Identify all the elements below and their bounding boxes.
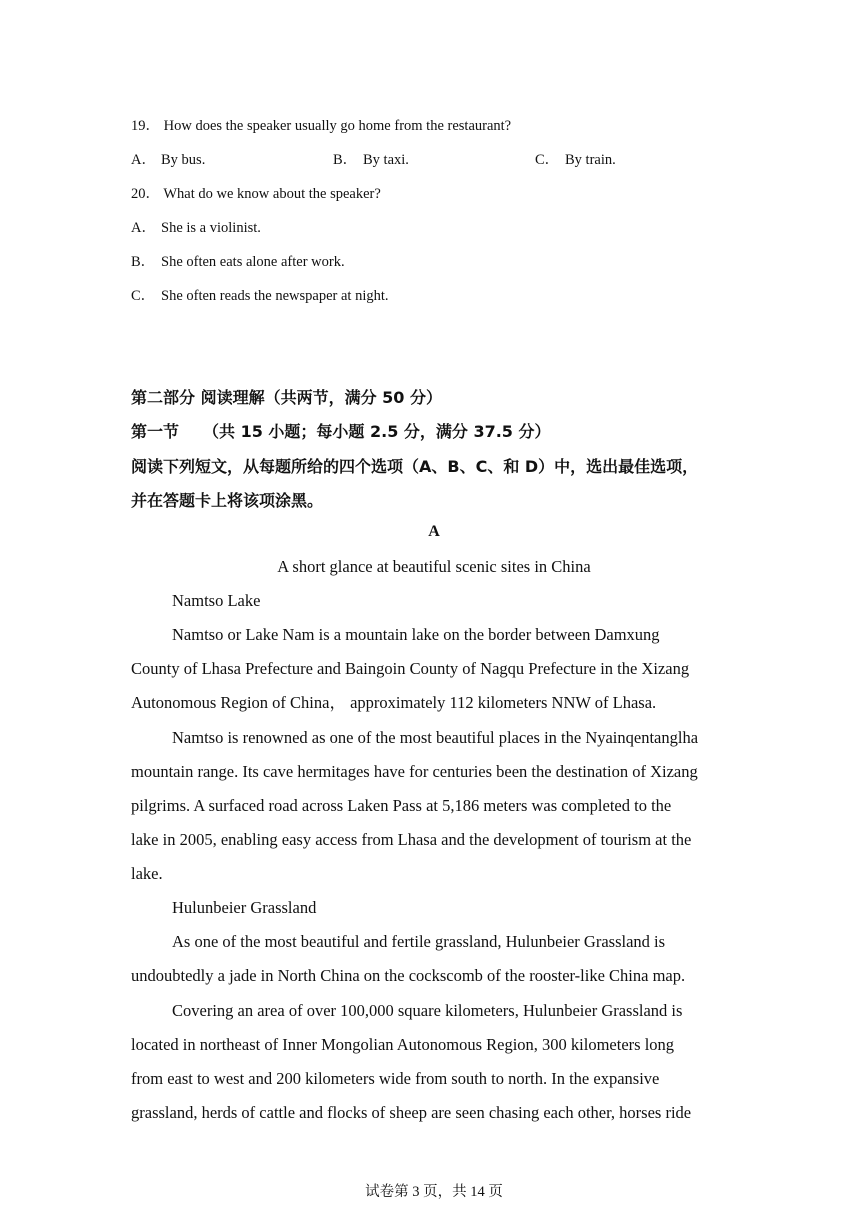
subsection-title: 第一节 （共 15 小题；每小题 2.5 分，满分 37.5 分） [131,422,551,441]
text-line: mountain range. Its cave hermitages have for centuries been the destination of Xizang [131,762,698,781]
passage-label: A [428,523,440,540]
text-line: Autonomous Region of China， approximately 112 kilometers NNW of Lhasa. [131,693,657,712]
text-line: lake in 2005, enabling easy access from Lhasa and the development of tourism at the [131,830,692,849]
text-line: undoubtedly a jade in North China on the cockscomb of the rooster-like China map. [131,966,686,985]
text-line: Covering an area of over 100,000 square kilometers, Hulunbeier Grassland is [172,1001,683,1020]
text-line: grassland, herds of cattle and flocks of sheep are seen chasing each other, horses ride [131,1103,692,1122]
q20-option-b: B． She often eats alone after work. [131,254,345,270]
text-line: located in northeast of Inner Mongolian Autonomous Region, 300 kilometers long [131,1035,675,1054]
question-20-stem: 20． What do we know about the speaker? [131,186,381,202]
hulunbeier-paragraph-2 [131,994,691,1130]
instruction-line-1: 阅读下列短文，从每题所给的四个选项（A、B、C、和 D）中，选出最佳选项， [131,457,699,476]
instruction-line-2: 并在答题卡上将该项涂黑。 [131,491,324,510]
q19-option-b: B． By taxi. [333,152,409,168]
namtso-paragraph-1 [131,618,689,720]
q20-option-c: C． She often reads the newspaper at night. [131,288,389,304]
namtso-heading: Namtso Lake [172,591,261,610]
text-line: from east to west and 200 kilometers wide from south to north. In the expansive [131,1069,660,1088]
q19-option-a: A． By bus. [131,152,206,168]
question-19-stem: 19． How does the speaker usually go home from the restaurant? [131,118,512,134]
text-line: pilgrims. A surfaced road across Laken Pass at 5,186 meters was completed to the [131,796,672,815]
namtso-paragraph-2 [131,721,698,891]
question-number: 19． [131,118,160,134]
page-footer: 试卷第 3 页，共 14 页 [365,1184,503,1200]
text-line: Namtso is renowned as one of the most beautiful places in the Nyainqentanglha [172,728,699,747]
text-line: Namtso or Lake Nam is a mountain lake on the border between Damxung [172,625,660,644]
q20-option-a: A． She is a violinist. [131,220,261,236]
text-line: County of Lhasa Prefecture and Baingoin County of Nagqu Prefecture in the Xizang [131,659,690,678]
part-title: 第二部分 阅读理解（共两节，满分 50 分） [131,388,442,407]
text-line: As one of the most beautiful and fertile grassland, Hulunbeier Grassland is [172,932,666,951]
text-line: lake. [131,864,163,883]
hulunbeier-paragraph-1 [131,925,685,993]
passage-title: A short glance at beautiful scenic sites in China [277,557,591,576]
q19-option-c: C． By train. [535,152,616,168]
hulunbeier-heading: Hulunbeier Grassland [172,898,317,917]
question-number: 20． [131,186,160,202]
